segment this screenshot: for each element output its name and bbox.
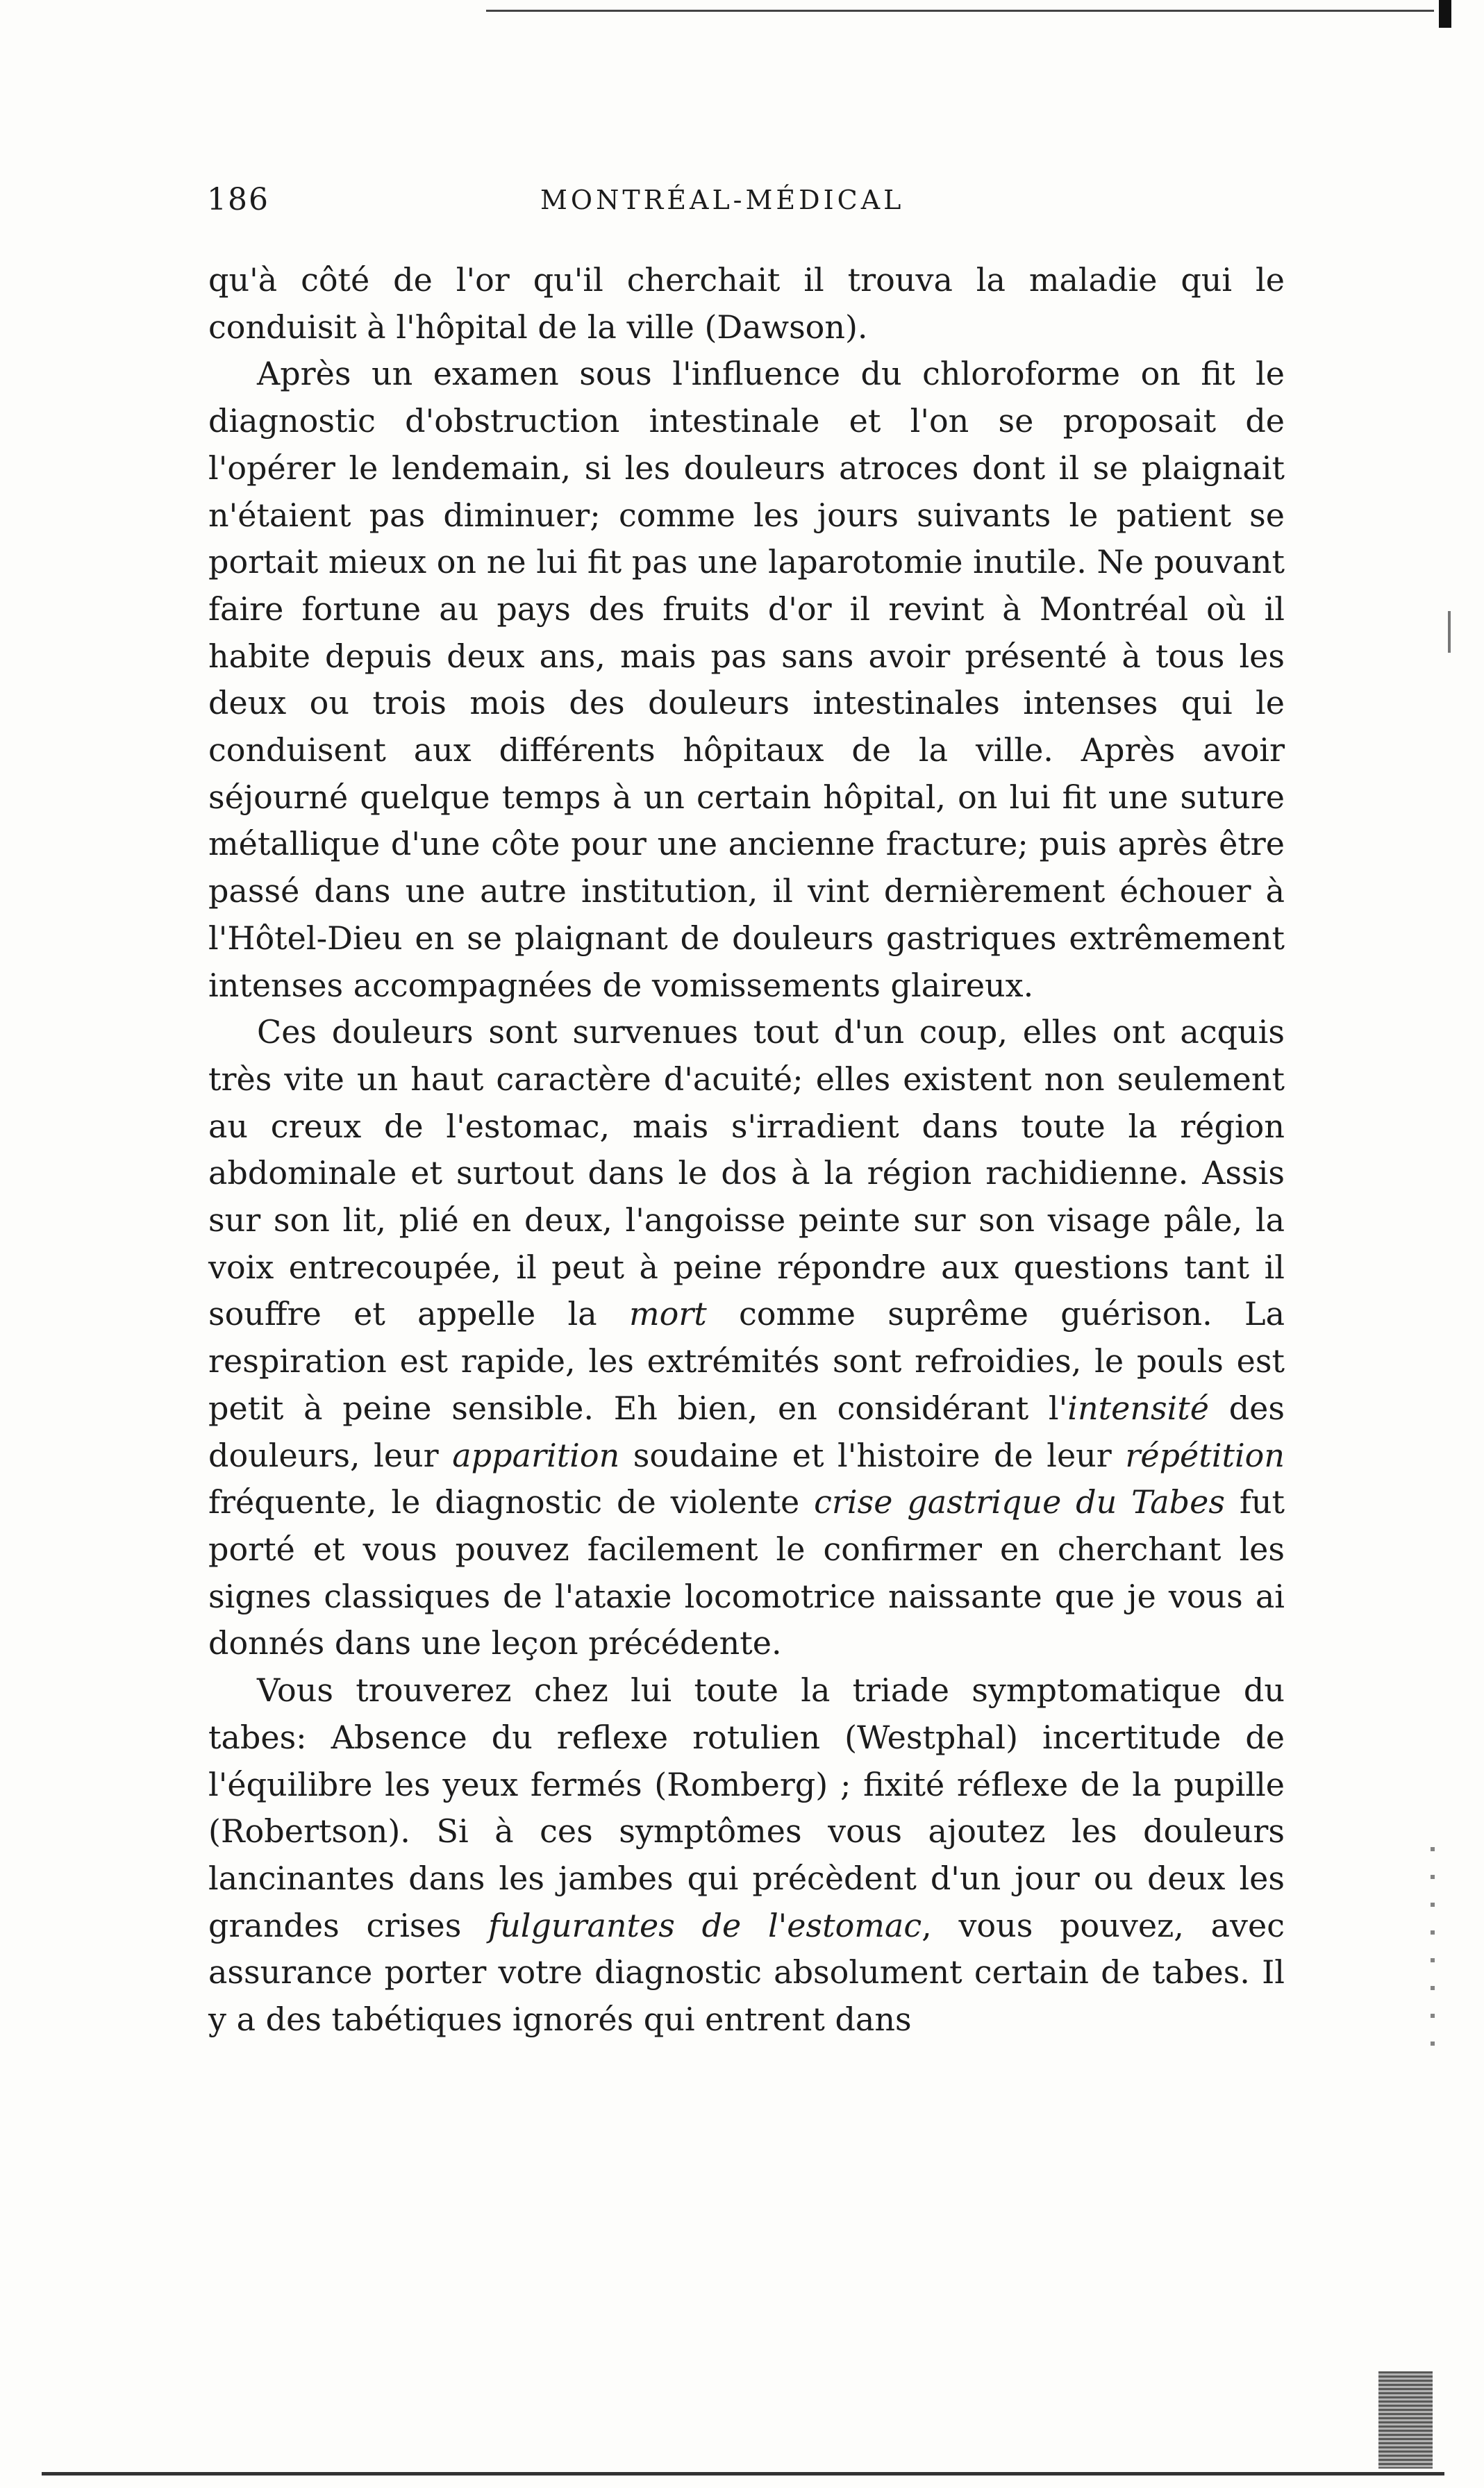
italic-text: apparition — [452, 1436, 620, 1474]
italic-text: intensité — [1067, 1389, 1209, 1427]
paragraph-text: fut porté et vous pouvez facilement le confirmer en cherchant les signes classiques de l'ataxie locomotrice naissante que je vous ai donnés dans une leçon précédente. — [208, 1483, 1285, 1662]
scan-edge-blot — [1378, 2371, 1433, 2469]
running-title: MONTRÉAL-MÉDICAL — [540, 185, 905, 215]
paragraph-text: Ces douleurs sont survenues tout d'un coup, elles ont acquis très vite un haut caractère d'acuité; elles existent non seulement au creux de l'estomac, mais s'irradient dans toute la région abdominale et surtout dans le dos à la région rachidienne. Assis sur son lit, plié en deux, l'angoisse peinte sur son visage pâle, la voix entrecoupée, il peut à peine répondre aux questions tant il souffre et appelle la — [208, 1013, 1285, 1333]
paragraph-text: Vous trouverez chez lui toute la triade symptomatique du tabes: Absence du reflexe rotulien (Westphal) incertitude de l'équilibre les yeux fermés (Romberg) ; fixité réflexe de la pupille (Robertson). Si à ces symptômes vous ajoutez les douleurs lancinantes dans les jambes qui précèdent d'un jour ou deux les grandes crises — [208, 1671, 1285, 1944]
paragraph-text: comme suprême guérison. La respiration est rapide, les extrémités sont refroidies, le pouls est petit à peine sensible. Eh bien, en considérant l' — [208, 1295, 1285, 1427]
italic-text: répétition — [1125, 1436, 1285, 1474]
italic-text: fulgurantes de l'estomac — [488, 1906, 922, 1944]
page-header — [207, 182, 1285, 224]
scan-speck — [1448, 611, 1451, 653]
scan-top-rule — [486, 10, 1434, 12]
paragraph-text: soudaine et l'histoire de leur — [619, 1436, 1126, 1474]
paragraph — [208, 351, 1285, 1009]
italic-text: crise gastrique du Tabes — [814, 1483, 1225, 1521]
paragraph — [208, 257, 1285, 351]
body-text — [208, 257, 1285, 2044]
paragraph-text: Après un examen sous l'influence du chloroforme on fit le diagnostic d'obstruction intestinale et l'on se proposait de l'opérer le lendemain, si les douleurs atroces dont il se plaignait n'étaient pas diminuer; comme les jours suivants le patient se portait mieux on ne lui fit pas une laparotomie inutile. Ne pouvant faire fortune au pays des fruits d'or il revint à Montréal où il habite depuis deux ans, mais pas sans avoir présenté à tous les deux ou trois mois des douleurs intestinales intenses qui le conduisent aux différents hôpitaux de la ville. Après avoir séjourné quelque temps à un certain hôpital, on lui fit une suture métallique d'une côte pour une ancienne fracture; puis après être passé dans une autre institution, il vint dernièrement échouer à l'Hôtel-Dieu en se plaignant de douleurs gastriques extrêmement intenses accompagnées de vomissements glaireux. — [208, 355, 1285, 1004]
italic-text: mort — [628, 1295, 707, 1333]
page-number: 186 — [207, 182, 269, 217]
scan-margin-marks — [1431, 1847, 1435, 2055]
paragraph-text: qu'à côté de l'or qu'il cherchait il trouva la maladie qui le conduisit à l'hôpital de la ville (Dawson). — [208, 261, 1285, 346]
paragraph — [208, 1667, 1285, 2044]
paragraph-text: fréquente, le diagnostic de violente — [208, 1483, 815, 1521]
scan-bottom-rule — [42, 2472, 1444, 2476]
scan-corner-mark — [1439, 0, 1451, 28]
paragraph-text: des douleurs, leur — [208, 1389, 1285, 1474]
paragraph-text: , vous pouvez, avec assurance porter votre diagnostic absolument certain de tabes. Il y a des tabétiques ignorés qui entrent dans — [208, 1906, 1285, 2039]
paragraph — [208, 1009, 1285, 1667]
